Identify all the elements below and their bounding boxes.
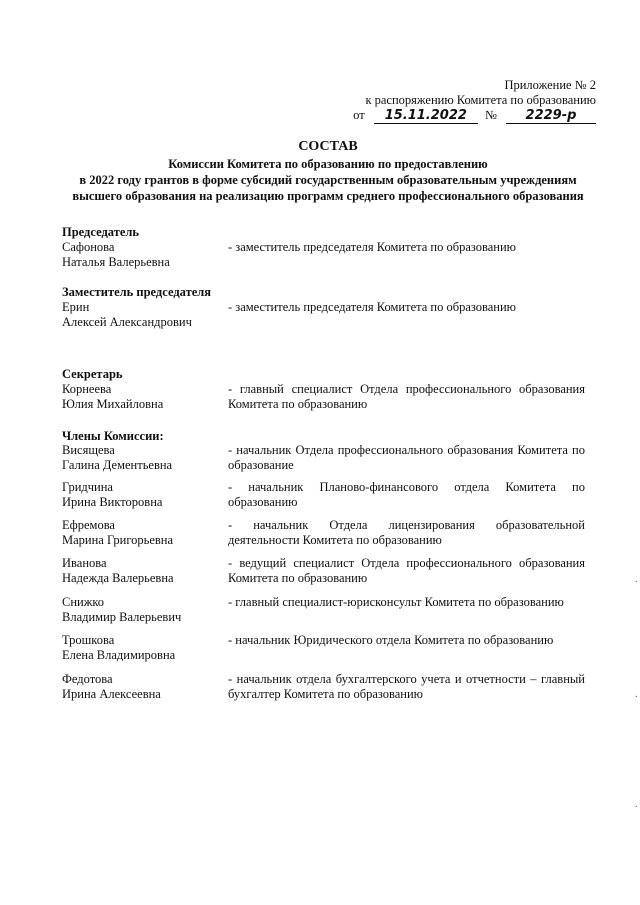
appendix-number: Приложение № 2: [504, 78, 596, 92]
order-date-number: [353, 108, 596, 124]
member-row-7: [62, 672, 585, 702]
person-surname: Трошкова: [62, 633, 115, 647]
person-name: [62, 443, 228, 473]
person-given-names: Ирина Викторовна: [62, 495, 163, 509]
person-position: - главный специалист Отдела профессионального образования Комитета по образованию: [228, 382, 585, 411]
secretary-row: [62, 382, 585, 412]
person-name: [62, 480, 228, 510]
person-surname: Ефремова: [62, 518, 115, 532]
person-given-names: Алексей Александрович: [62, 315, 192, 329]
member-row-5: [62, 595, 585, 625]
person-given-names: Надежда Валерьевна: [62, 571, 174, 585]
person-name: [62, 300, 228, 330]
person-surname: Ерин: [62, 300, 90, 314]
members-title-block: [62, 428, 585, 444]
person-name: [62, 382, 228, 412]
person-given-names: Юлия Михайловна: [62, 397, 164, 411]
members-title: Члены Комиссии:: [62, 429, 164, 443]
number-value-handwritten: 2229-р: [506, 109, 596, 124]
person-position: - начальник Планово-финансового отдела Комитета по образованию: [228, 480, 585, 509]
person-given-names: Елена Владимировна: [62, 648, 176, 662]
deputy-title: Заместитель председателя: [62, 285, 212, 299]
person-position: - начальник отдела бухгалтерского учета и отчетности – главный бухгалтер Комитета по образованию: [228, 672, 585, 701]
chairman-title: Председатель: [62, 225, 140, 239]
scan-margin-mark: ·: [634, 802, 638, 813]
appendix-reference: к распоряжению Комитета по образованию: [365, 93, 596, 107]
person-given-names: Ирина Алексеевна: [62, 687, 161, 701]
person-name: [62, 518, 228, 548]
person-given-names: Владимир Валерьевич: [62, 610, 182, 624]
date-value-handwritten: 15.11.2022: [374, 109, 478, 124]
person-surname: Гридчина: [62, 480, 113, 494]
person-surname: Сафонова: [62, 240, 115, 254]
person-given-names: Галина Дементьевна: [62, 458, 173, 472]
member-row-2: [62, 480, 585, 510]
person-surname: Висящева: [62, 443, 115, 457]
person-surname: Снижко: [62, 595, 105, 609]
section-deputy: [62, 284, 585, 330]
person-given-names: Наталья Валерьевна: [62, 255, 170, 269]
person-name: [62, 672, 228, 702]
person-position: - начальник Отдела лицензирования образовательной деятельности Комитета по образованию: [228, 518, 585, 547]
secretary-title: Секретарь: [62, 367, 123, 381]
number-prefix: №: [484, 108, 497, 122]
appendix-block: [365, 78, 596, 108]
title-heading: СОСТАВ: [298, 139, 358, 154]
document-title: [60, 138, 596, 204]
person-position: - заместитель председателя Комитета по образованию: [228, 300, 517, 314]
person-surname: Иванова: [62, 556, 107, 570]
person-position: - начальник Отдела профессионального образования Комитета по образование: [228, 443, 585, 472]
deputy-row: [62, 300, 585, 330]
title-line-1: Комиссии Комитета по образованию по предоставлению: [168, 157, 488, 171]
section-secretary: [62, 366, 585, 412]
person-surname: Корнеева: [62, 382, 112, 396]
person-name: [62, 556, 228, 586]
scan-margin-mark: ·: [634, 577, 638, 588]
scan-margin-mark: ·: [634, 692, 638, 703]
person-name: [62, 240, 228, 270]
member-row-4: [62, 556, 585, 586]
title-line-2: в 2022 году грантов в форме субсидий государственным образовательным учреждениям: [79, 173, 577, 187]
person-given-names: Марина Григорьевна: [62, 533, 174, 547]
member-row-3: [62, 518, 585, 548]
section-chairman: [62, 224, 585, 270]
member-row-6: [62, 633, 585, 663]
person-position: - главный специалист-юрисконсульт Комитета по образованию: [228, 595, 564, 609]
title-line-3: высшего образования на реализацию программ среднего профессионального образования: [72, 189, 584, 203]
person-position: - начальник Юридического отдела Комитета по образованию: [228, 633, 554, 647]
person-position: - ведущий специалист Отдела профессионального образования Комитета по образованию: [228, 556, 585, 585]
date-prefix: от: [353, 108, 365, 122]
person-position: - заместитель председателя Комитета по образованию: [228, 240, 517, 254]
member-row-1: [62, 443, 585, 473]
person-name: [62, 595, 228, 625]
person-surname: Федотова: [62, 672, 113, 686]
person-name: [62, 633, 228, 663]
chairman-row: [62, 240, 585, 270]
